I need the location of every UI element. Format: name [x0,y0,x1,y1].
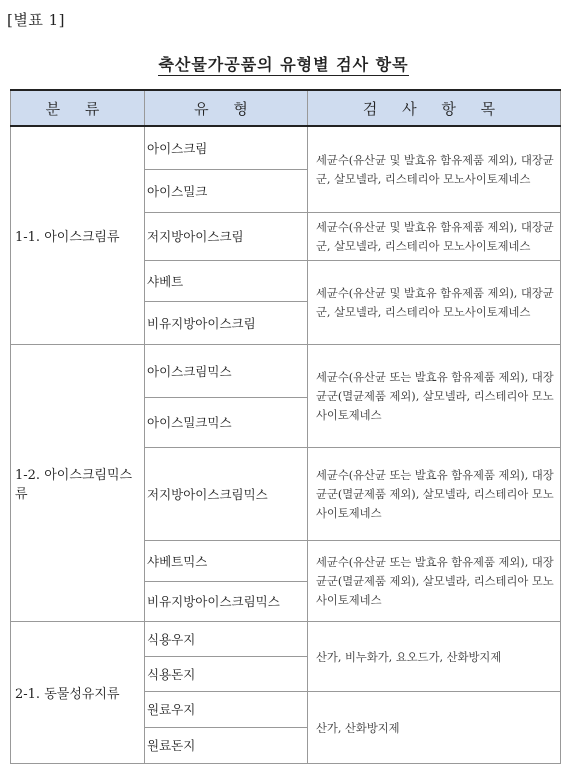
header-inspection-items: 검 사 항 목 [308,90,561,126]
product-cell: 식용우지 [145,621,308,656]
product-cell: 저지방아이스크림 [145,212,308,260]
category-cell: 2-1. 동물성유지류 [11,621,145,763]
inspection-items-cell: 세균수(유산균 및 발효유 함유제품 제외), 대장균군, 살모넬라, 리스테리아 모노사이토제네스 [308,126,561,212]
category-cell: 1-1. 아이스크림류 [11,126,145,344]
inspection-items-cell: 세균수(유산균 및 발효유 함유제품 제외), 대장균군, 살모넬라, 리스테리아 모노사이토제네스 [308,260,561,344]
header-type: 유 형 [145,90,308,126]
inspection-items-cell: 세균수(유산균 및 발효유 함유제품 제외), 대장균군, 살모넬라, 리스테리아 모노사이토제네스 [308,212,561,260]
product-cell: 아이스크림 [145,126,308,169]
product-cell: 원료돈지 [145,727,308,763]
inspection-items-cell: 세균수(유산균 또는 발효유 함유제품 제외), 대장균군(멸균제품 제외), 살모넬라, 리스테리아 모노사이토제네스 [308,540,561,621]
inspection-items-cell: 세균수(유산균 또는 발효유 함유제품 제외), 대장균군(멸균제품 제외), 살모넬라, 리스테리아 모노사이토제네스 [308,447,561,540]
appendix-tag: [별표 1] [7,11,65,29]
table-row [11,621,561,656]
product-cell: 아이스밀크 [145,169,308,212]
header-category: 분 류 [11,90,145,126]
document-title [0,52,567,75]
product-cell: 샤베트 [145,260,308,301]
product-cell: 원료우지 [145,691,308,727]
table-row [11,126,561,169]
product-cell: 샤베트믹스 [145,540,308,581]
inspection-items-cell: 산가, 비누화가, 요오드가, 산화방지제 [308,621,561,691]
inspection-items-table [10,89,561,764]
product-cell: 식용돈지 [145,656,308,691]
category-cell: 1-2. 아이스크림믹스류 [11,344,145,621]
table-row [11,344,561,397]
inspection-items-cell: 세균수(유산균 또는 발효유 함유제품 제외), 대장균군(멸균제품 제외), 살모넬라, 리스테리아 모노사이토제네스 [308,344,561,447]
document-title-text: 축산물가공품의 유형별 검사 항목 [158,55,409,74]
product-cell: 비유지방아이스크림믹스 [145,581,308,621]
table-header-row [11,90,561,126]
inspection-items-cell: 산가, 산화방지제 [308,691,561,763]
product-cell: 아이스밀크믹스 [145,397,308,447]
product-cell: 저지방아이스크림믹스 [145,447,308,540]
product-cell: 아이스크림믹스 [145,344,308,397]
product-cell: 비유지방아이스크림 [145,301,308,344]
